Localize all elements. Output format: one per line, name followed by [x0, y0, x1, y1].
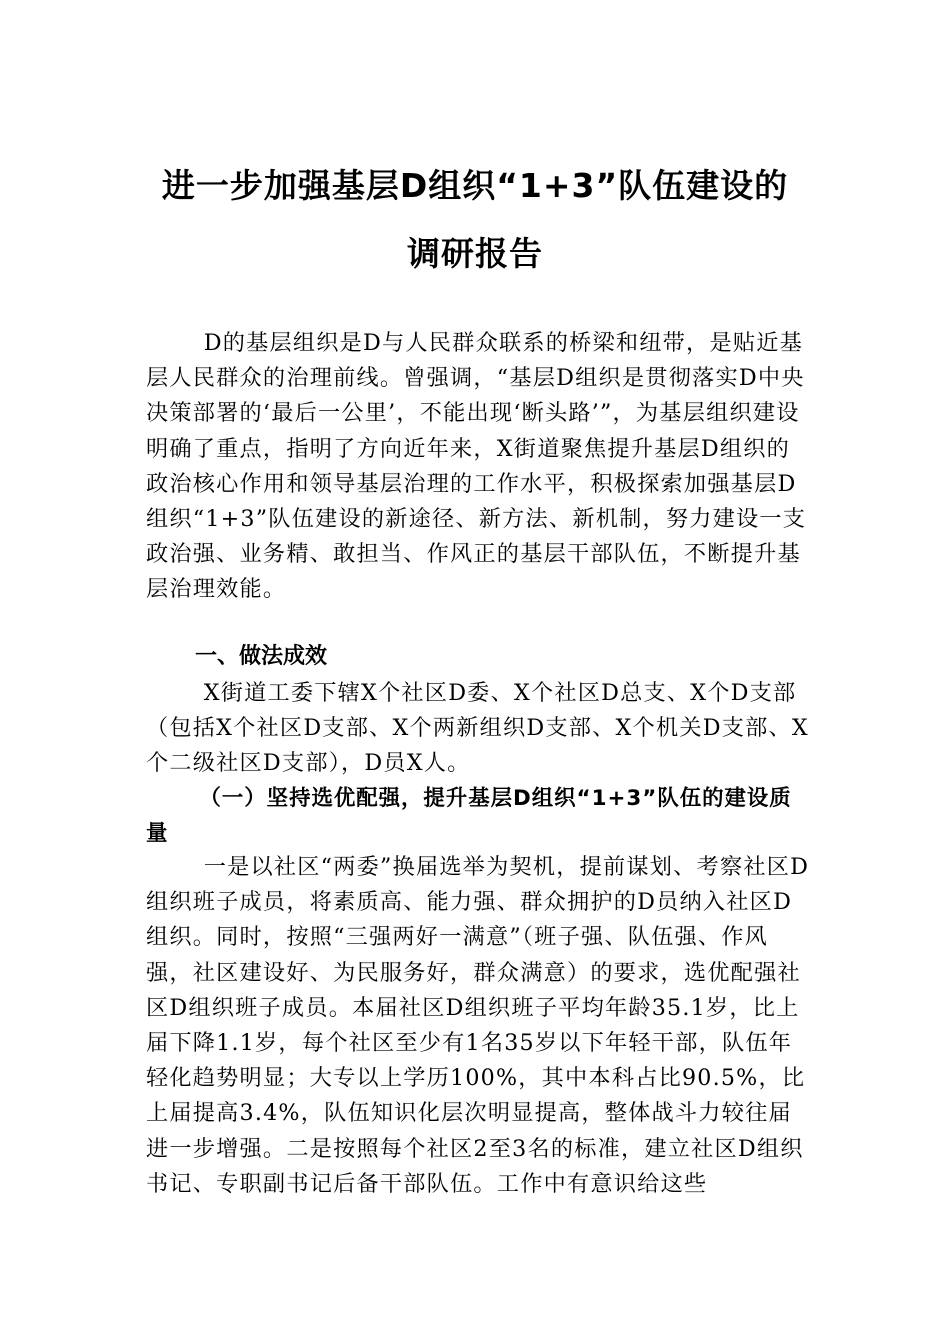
- subsection-heading-selection: （一）坚持选优配强，提升基层D组织“1+3”队伍的建设质量: [146, 786, 792, 846]
- paragraph-selection-details: 一是以社区“两委”换届选举为契机，提前谋划、考察社区D组织班子成员，将素质高、能力强、群众拥护的D员纳入社区D组织。同时，按照“三强两好一满意”（班子强、队伍强、作风强，社区建设好、为民服务好，群众满意）的要求，选优配强社区D组织班子成员。本届社区D组织班子平均年龄35.1岁，比上届下降1.1岁，每个社区至少有1名35岁以下年轻干部，队伍年轻化趋势明显；大专以上学历100%，其中本科占比90.5%，比上届提高3.4%，队伍知识化层次明显提高，整体战斗力较往届进一步增强。二是按照每个社区2至3名的标准，建立社区D组织书记、专职副书记后备干部队伍。工作中有意识给这些: [146, 854, 810, 1197]
- document-title-line-2: 调研报告: [407, 234, 543, 273]
- document-title-line-1: 进一步加强基层D组织“1+3”队伍建设的: [161, 166, 789, 205]
- section-heading-practices: 一、做法成效: [195, 644, 328, 669]
- paragraph-overview: X街道工委下辖X个社区D委、X个社区D总支、X个D支部（包括X个社区D支部、X个两新组织D支部、X个机关D支部、X个二级社区D支部），D员X人。: [146, 680, 809, 777]
- paragraph-intro: D的基层组织是D与人民群众联系的桥梁和纽带，是贴近基层人民群众的治理前线。曾强调，“基层D组织是贯彻落实D中央决策部署的‘最后一公里’，不能出现‘断头路’”，为基层组织建设明确了重点，指明了方向近年来，X街道聚焦提升基层D组织的政治核心作用和领导基层治理的工作水平，积极探索加强基层D组织“1+3”队伍建设的新途径、新方法、新机制，努力建设一支政治强、业务精、敢担当、作风正的基层干部队伍，不断提升基层治理效能。: [146, 330, 807, 603]
